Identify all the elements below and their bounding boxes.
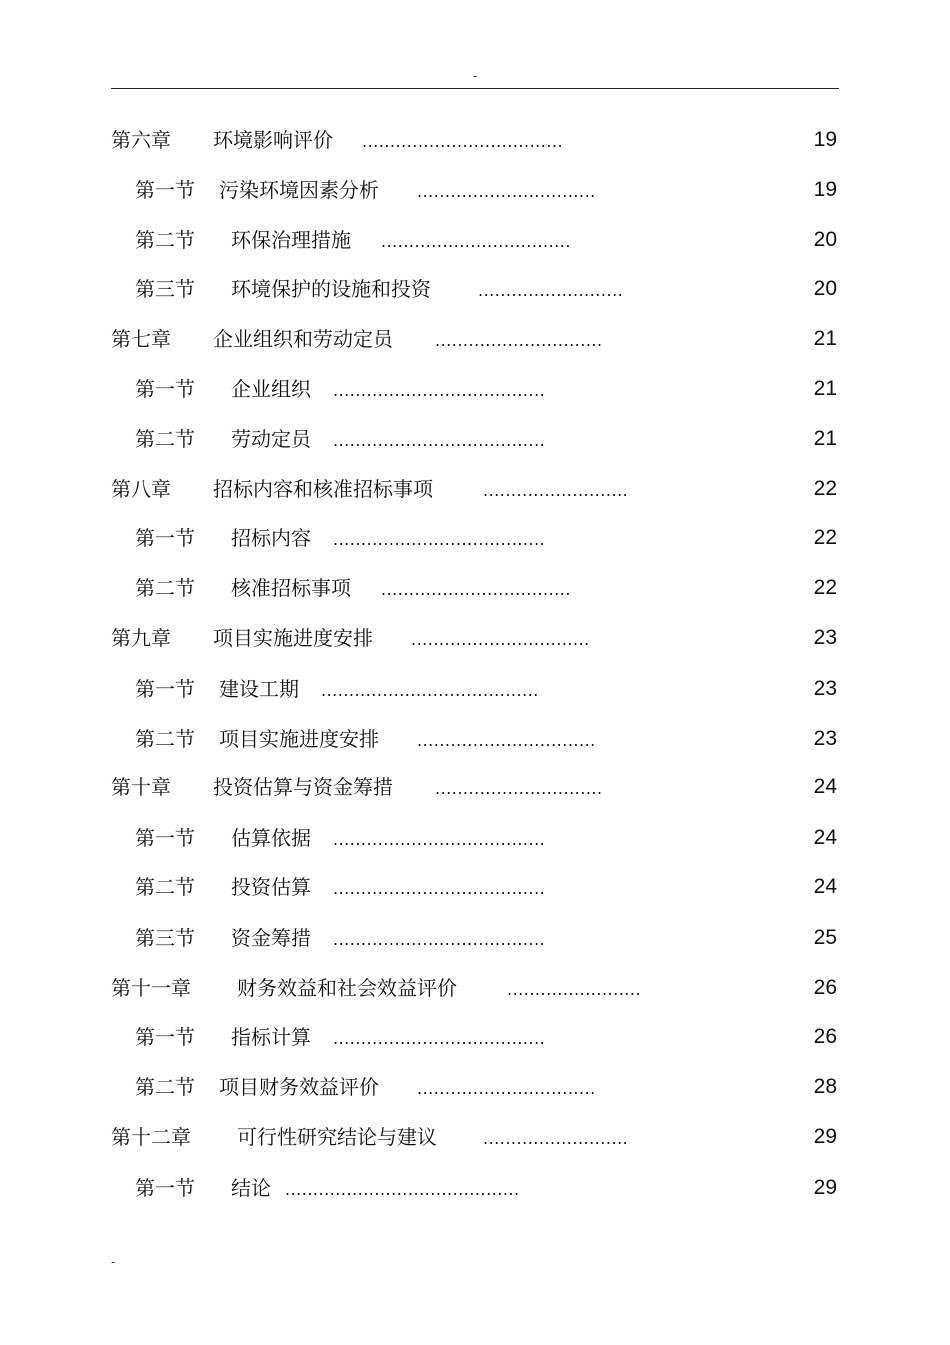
toc-chapter[interactable] [0, 973, 950, 1003]
toc-number: 第一节 [135, 377, 195, 401]
toc-page: 21 [813, 427, 837, 450]
toc-leader: .................................. [381, 232, 571, 251]
toc-title: 污染环境因素分析 [219, 178, 379, 202]
toc-leader: ................................ [417, 1079, 596, 1098]
toc-number: 第九章 [111, 626, 171, 650]
toc-title: 投资估算与资金筹措 [213, 775, 393, 799]
toc-section[interactable] [0, 424, 950, 454]
toc-page: 22 [813, 576, 837, 599]
toc-page: 24 [813, 775, 837, 798]
toc-title: 招标内容 [231, 526, 311, 550]
toc-number: 第一节 [135, 677, 195, 701]
toc-section[interactable] [0, 374, 950, 404]
toc-leader: ................................ [411, 630, 590, 649]
toc-section[interactable] [0, 823, 950, 853]
toc-page: 23 [813, 677, 837, 700]
toc-section[interactable] [0, 175, 950, 205]
toc-page: 29 [813, 1176, 837, 1199]
toc-page: 20 [813, 228, 837, 251]
toc-leader: ...................................... [333, 431, 546, 450]
toc-title: 企业组织 [231, 377, 311, 401]
toc-leader: ................................ [417, 182, 596, 201]
toc-chapter[interactable] [0, 125, 950, 155]
toc-title: 环境影响评价 [213, 128, 333, 152]
toc-section[interactable] [0, 872, 950, 902]
toc-leader: .......................... [483, 1129, 629, 1148]
toc-section[interactable] [0, 674, 950, 704]
toc-number: 第六章 [111, 128, 171, 152]
toc-number: 第七章 [111, 327, 171, 351]
toc-leader: .............................. [435, 331, 603, 350]
header-mark: - [472, 69, 478, 83]
toc-page: 26 [813, 1025, 837, 1048]
toc-title: 投资估算 [231, 875, 311, 899]
toc-title: 环境保护的设施和投资 [231, 277, 431, 301]
toc-section[interactable] [0, 923, 950, 953]
toc-section[interactable] [0, 225, 950, 255]
toc-title: 估算依据 [231, 826, 311, 850]
toc-title: 环保治理措施 [231, 228, 351, 252]
toc-page: 19 [813, 178, 837, 201]
toc-section[interactable] [0, 724, 950, 754]
toc-number: 第三节 [135, 277, 195, 301]
toc-chapter[interactable] [0, 623, 950, 653]
toc-page: 23 [813, 727, 837, 750]
toc-title: 可行性研究结论与建议 [237, 1125, 437, 1149]
toc-section[interactable] [0, 1072, 950, 1102]
toc-leader: .................................. [381, 580, 571, 599]
toc-leader: ...................................... [333, 879, 546, 898]
toc-page: 24 [813, 826, 837, 849]
toc-page: 25 [813, 926, 837, 949]
toc-number: 第一节 [135, 1176, 195, 1200]
toc-chapter[interactable] [0, 324, 950, 354]
toc-section[interactable] [0, 274, 950, 304]
footer-mark: - [111, 1255, 116, 1269]
toc-number: 第二节 [135, 228, 195, 252]
toc-title: 项目实施进度安排 [219, 727, 379, 751]
toc-page: 20 [813, 277, 837, 300]
toc-leader: .......................... [483, 481, 629, 500]
toc-number: 第一节 [135, 178, 195, 202]
toc-section[interactable] [0, 573, 950, 603]
toc-title: 招标内容和核准招标事项 [213, 477, 433, 501]
toc-number: 第一节 [135, 826, 195, 850]
toc-title: 核准招标事项 [231, 576, 351, 600]
toc-section[interactable] [0, 1022, 950, 1052]
toc-chapter[interactable] [0, 1122, 950, 1152]
toc-leader: ...................................... [333, 1029, 546, 1048]
toc-number: 第一节 [135, 1025, 195, 1049]
toc-page: 21 [813, 377, 837, 400]
toc-leader: ...................................... [333, 930, 546, 949]
toc-page: 28 [813, 1075, 837, 1098]
toc-leader: ....................................... [321, 681, 539, 700]
toc-title: 财务效益和社会效益评价 [237, 976, 457, 1000]
toc-title: 建设工期 [219, 677, 299, 701]
toc-section[interactable] [0, 1173, 950, 1203]
toc-number: 第八章 [111, 477, 171, 501]
toc-section[interactable] [0, 523, 950, 553]
toc-title: 项目实施进度安排 [213, 626, 373, 650]
toc-number: 第十章 [111, 775, 171, 799]
toc-chapter[interactable] [0, 772, 950, 802]
toc-number: 第二节 [135, 427, 195, 451]
toc-leader: .......................................... [285, 1180, 520, 1199]
toc-leader: ........................ [507, 980, 642, 999]
toc-leader: .................................... [362, 132, 564, 151]
toc-leader: ...................................... [333, 381, 546, 400]
toc-title: 资金筹措 [231, 926, 311, 950]
toc-leader: .......................... [478, 281, 624, 300]
toc-number: 第二节 [135, 1075, 195, 1099]
toc-number: 第十一章 [111, 976, 191, 1000]
toc-page: 22 [813, 477, 837, 500]
toc-leader: ...................................... [333, 530, 546, 549]
toc-number: 第三节 [135, 926, 195, 950]
toc-page: 19 [813, 128, 837, 151]
toc-number: 第一节 [135, 526, 195, 550]
toc-number: 第十二章 [111, 1125, 191, 1149]
toc-chapter[interactable] [0, 474, 950, 504]
toc-title: 结论 [231, 1176, 271, 1200]
toc-leader: ................................ [417, 731, 596, 750]
toc-leader: ...................................... [333, 830, 546, 849]
toc-number: 第二节 [135, 727, 195, 751]
toc-title: 项目财务效益评价 [219, 1075, 379, 1099]
toc-page: 26 [813, 976, 837, 999]
toc-number: 第二节 [135, 576, 195, 600]
toc-title: 企业组织和劳动定员 [213, 327, 393, 351]
toc-leader: .............................. [435, 779, 603, 798]
toc-page: 23 [813, 626, 837, 649]
toc-page: 29 [813, 1125, 837, 1148]
toc-page: 21 [813, 327, 837, 350]
toc-number: 第二节 [135, 875, 195, 899]
toc-page: 22 [813, 526, 837, 549]
toc-title: 劳动定员 [231, 427, 311, 451]
toc-title: 指标计算 [231, 1025, 311, 1049]
toc-page: 24 [813, 875, 837, 898]
